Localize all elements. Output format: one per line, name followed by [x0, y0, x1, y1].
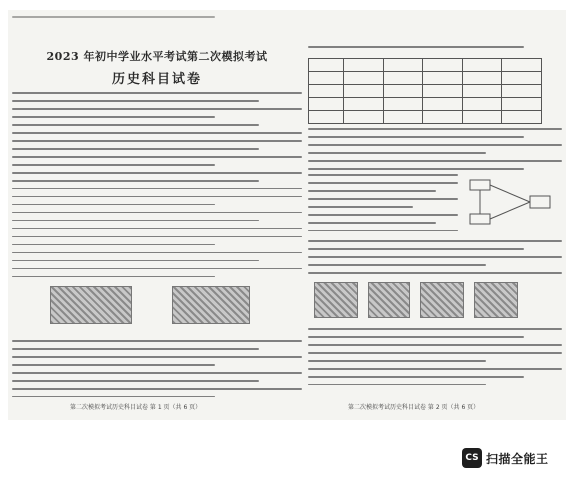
artifact-image-4: [474, 282, 518, 318]
flow-diagram: [468, 178, 554, 228]
painting-image-2: [172, 286, 250, 324]
scanned-exam-sheet: [8, 10, 566, 420]
watermark-label: 扫描全能王: [486, 451, 549, 466]
artifact-image-1: [314, 282, 358, 318]
camscanner-logo-icon: CS: [462, 448, 482, 468]
right-questions-block-4: [308, 328, 562, 392]
section-one-questions: [12, 132, 302, 284]
artifact-image-2: [368, 282, 410, 318]
exam-title: 2023 年初中学业水平考试第二次模拟考试: [46, 50, 268, 63]
instructions-block: [12, 92, 302, 132]
left-page-footer: 第二次模拟考试历史科目试卷 第 1 页（共 6 页）: [70, 404, 202, 411]
left-page: [12, 10, 302, 420]
table-question-stem: [308, 46, 562, 54]
right-questions-block-3: [308, 240, 562, 280]
painting-image-1: [50, 286, 132, 324]
section-one-questions-continued: [12, 340, 302, 404]
artifact-image-3: [420, 282, 464, 318]
right-page: [308, 10, 562, 420]
left-header-blur: [12, 16, 302, 24]
statistics-table: [308, 58, 542, 124]
right-questions-block-1: [308, 128, 562, 176]
right-page-footer: 第二次模拟考试历史科目试卷 第 2 页（共 6 页）: [348, 404, 480, 411]
scanner-watermark: [462, 448, 549, 468]
right-questions-block-2: [308, 174, 458, 238]
subject-title: 历史科目试卷: [111, 72, 202, 87]
